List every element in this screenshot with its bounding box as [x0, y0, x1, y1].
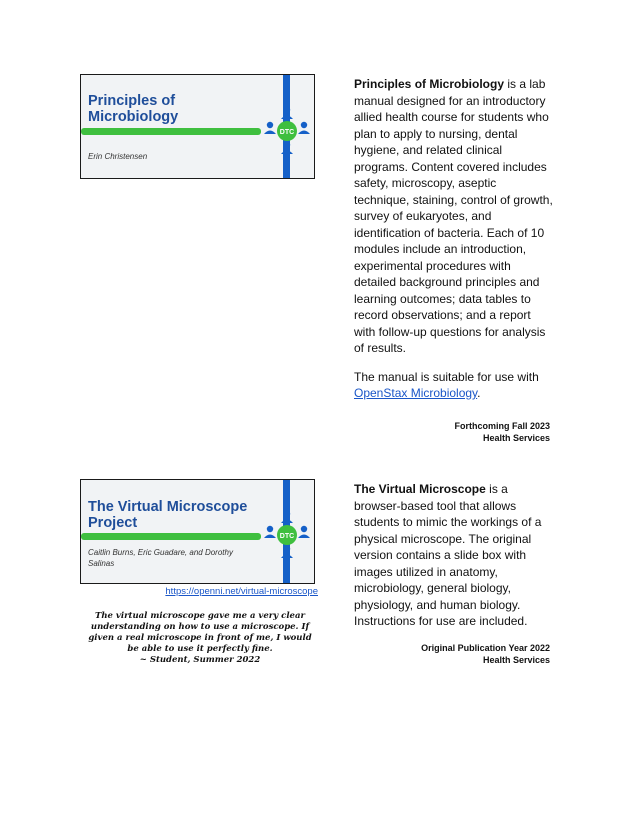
book2-cover — [80, 479, 315, 584]
book2-cover-author: Caitlin Burns, Eric Guadare, and Dorothy Salinas — [88, 548, 233, 568]
book1-description-text: is a lab manual designed for an introductory allied health course for students who plan to apply to nursing, dental hygiene, and related clinical programs. Content covered includes safety, microscopy, aseptic technique, staining, control of growth, survey of eukaryotes, and identification of bacteria. Each of 10 modules include an introduction, experimental procedures with detailed background principles and learning outcomes; data tables to record observations; and a report with follow-up questions for analysis of results. — [354, 77, 553, 355]
book1-status: Forthcoming Fall 2023 — [454, 421, 550, 431]
book1-summary — [354, 76, 554, 357]
book1-cover-author: Erin Christensen — [88, 152, 148, 161]
book2-status: Original Publication Year 2022 — [421, 643, 550, 653]
book1-logo-text: DTC — [279, 129, 295, 136]
student-quote-attribution: ~ Student, Summer 2022 — [139, 655, 261, 665]
book1-usage-prefix: The manual is suitable for use with — [354, 369, 539, 384]
dtc-logo-icon — [259, 103, 315, 159]
openstax-microbiology-link[interactable]: OpenStax Microbiology — [354, 386, 478, 400]
book2-logo-text: DTC — [279, 533, 295, 540]
book2-cover-green-bar — [81, 533, 261, 540]
book1-cover — [80, 74, 315, 179]
book1-category: Health Services — [482, 433, 550, 443]
book2-cover-title: The Virtual Microscope Project — [88, 499, 248, 531]
book2-description — [354, 481, 554, 642]
student-quote-text: The virtual microscope gave me a very clear understanding on how to use a microscope. If given a real microscope in front of me, I would be able to use it perfectly fine. — [88, 611, 312, 654]
dtc-logo-icon — [259, 507, 315, 563]
book1-description — [354, 76, 554, 414]
book1-usage — [354, 369, 554, 402]
book1-name: Principles of Microbiology — [354, 77, 505, 91]
student-quote — [82, 611, 318, 666]
book1-cover-green-bar — [81, 128, 261, 135]
book2-name: The Virtual Microscope — [354, 482, 486, 496]
book2-description-text: is a browser-based tool that allows students to mimic the workings of a physical microscope. The original version contains a slide box with images utilized in anatomy, microbiology, general biology, physiology, and human biology. Instructions for use are included. — [354, 482, 542, 628]
book1-cover-title: Principles of Microbiology — [88, 93, 179, 125]
book2-category: Health Services — [482, 655, 550, 665]
book2-meta — [380, 642, 550, 666]
book2-summary — [354, 481, 554, 630]
book1-usage-suffix: . — [477, 386, 481, 400]
book1-meta — [380, 420, 550, 444]
virtual-microscope-link[interactable]: https://openni.net/virtual-microscope — [165, 586, 318, 597]
